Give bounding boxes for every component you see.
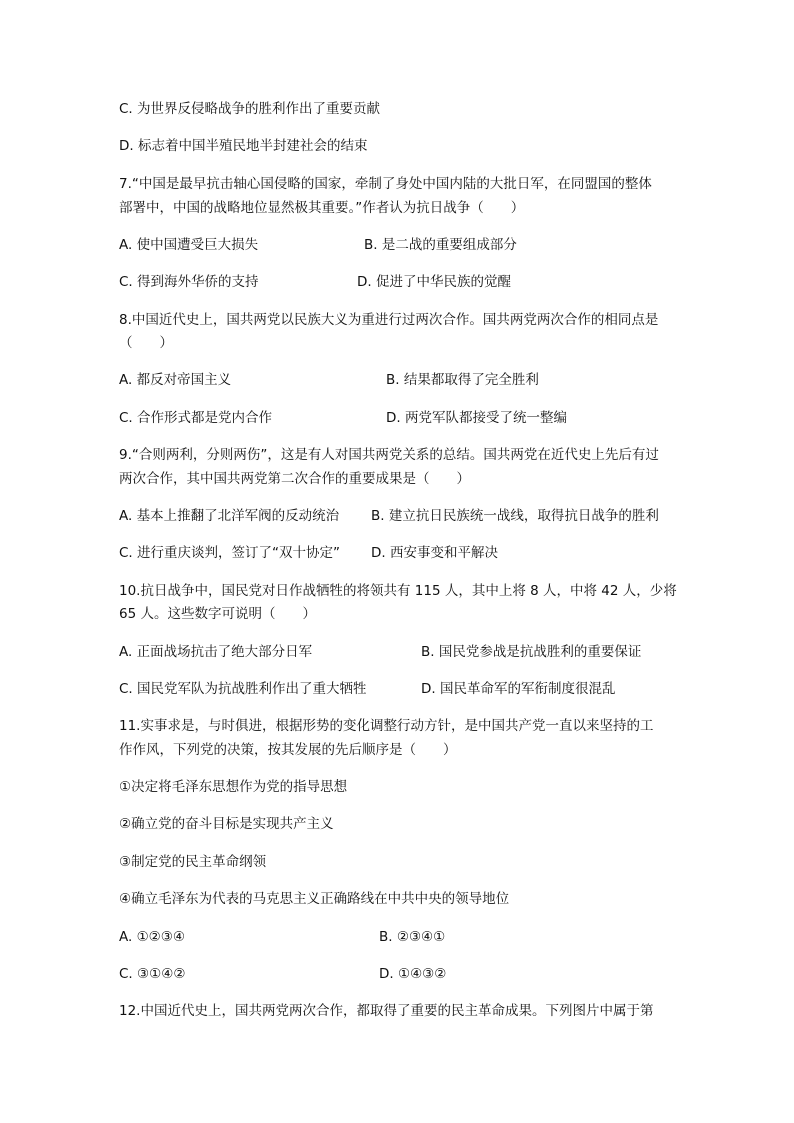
q11-item-2: ②确立党的奋斗目标是实现共产主义 [119, 816, 334, 832]
q10-stem-line1: 10.抗日战争中，国民党对日作战牺牲的将领共有 115 人，其中上将 8 人，中将 42 人，少将 [119, 583, 677, 599]
q9-stem-line1: 9.“合则两利，分则两伤”，这是有人对国共两党关系的总结。国共两党在近代史上先后有过 [119, 447, 659, 463]
q10-option-b[interactable]: B. 国民党参战是抗战胜利的重要保证 [421, 644, 642, 660]
q11-stem-line1: 11.实事求是，与时俱进，根据形势的变化调整行动方针，是中国共产党一直以来坚持的工 [119, 718, 654, 734]
q11-item-3: ③制定党的民主革命纲领 [119, 854, 267, 870]
q7-option-c[interactable]: C. 得到海外华侨的支持 [119, 274, 259, 290]
q11-option-b[interactable]: B. ②③④① [379, 929, 446, 945]
q7-stem-line1: 7.“中国是最早抗击轴心国侵略的国家，牵制了身处中国内陆的大批日军，在同盟国的整体 [119, 176, 652, 192]
q9-option-c[interactable]: C. 进行重庆谈判，签订了“双十协定” [119, 545, 340, 561]
q9-option-d[interactable]: D. 西安事变和平解决 [371, 545, 498, 561]
q9-option-b[interactable]: B. 建立抗日民族统一战线，取得抗日战争的胜利 [371, 508, 659, 524]
q7-stem-line2: 部署中，中国的战略地位显然极其重要。”作者认为抗日战争（ ） [119, 200, 525, 216]
q10-option-c[interactable]: C. 国民党军队为抗战胜利作出了重大牺牲 [119, 681, 367, 697]
q8-stem-line2: （ ） [119, 335, 173, 351]
q11-option-a[interactable]: A. ①②③④ [119, 929, 185, 945]
q8-option-c[interactable]: C. 合作形式都是党内合作 [119, 410, 273, 426]
q11-option-c[interactable]: C. ③①④② [119, 966, 186, 982]
q6-option-d[interactable]: D. 标志着中国半殖民地半封建社会的结束 [119, 138, 368, 154]
q11-stem-line2: 作作风，下列党的决策，按其发展的先后顺序是（ ） [119, 742, 457, 758]
q11-item-4: ④确立毛泽东为代表的马克思主义正确路线在中共中央的领导地位 [119, 891, 510, 907]
q6-option-c[interactable]: C. 为世界反侵略战争的胜利作出了重要贡献 [119, 101, 381, 117]
q7-option-d[interactable]: D. 促进了中华民族的觉醒 [357, 274, 511, 290]
q11-item-1: ①决定将毛泽东思想作为党的指导思想 [119, 779, 348, 795]
q8-option-b[interactable]: B. 结果都取得了完全胜利 [386, 372, 539, 388]
q9-stem-line2: 两次合作，其中国共两党第二次合作的重要成果是（ ） [119, 471, 470, 487]
q9-option-a[interactable]: A. 基本上推翻了北洋军阀的反动统治 [119, 508, 340, 524]
q8-option-a[interactable]: A. 都反对帝国主义 [119, 372, 232, 388]
q10-stem-line2: 65 人。这些数字可说明（ ） [119, 606, 316, 622]
q8-option-d[interactable]: D. 两党军队都接受了统一整编 [386, 410, 567, 426]
q11-option-d[interactable]: D. ①④③② [379, 966, 447, 982]
q7-option-a[interactable]: A. 使中国遭受巨大损失 [119, 237, 259, 253]
q10-option-d[interactable]: D. 国民革命军的军衔制度很混乱 [421, 681, 616, 697]
q10-option-a[interactable]: A. 正面战场抗击了绝大部分日军 [119, 644, 313, 660]
q8-stem-line1: 8.中国近代史上，国共两党以民族大义为重进行过两次合作。国共两党两次合作的相同点是 [119, 312, 659, 328]
q12-stem-line1: 12.中国近代史上，国共两党两次合作，都取得了重要的民主革命成果。下列图片中属于第 [119, 1003, 654, 1019]
q7-option-b[interactable]: B. 是二战的重要组成部分 [364, 237, 517, 253]
